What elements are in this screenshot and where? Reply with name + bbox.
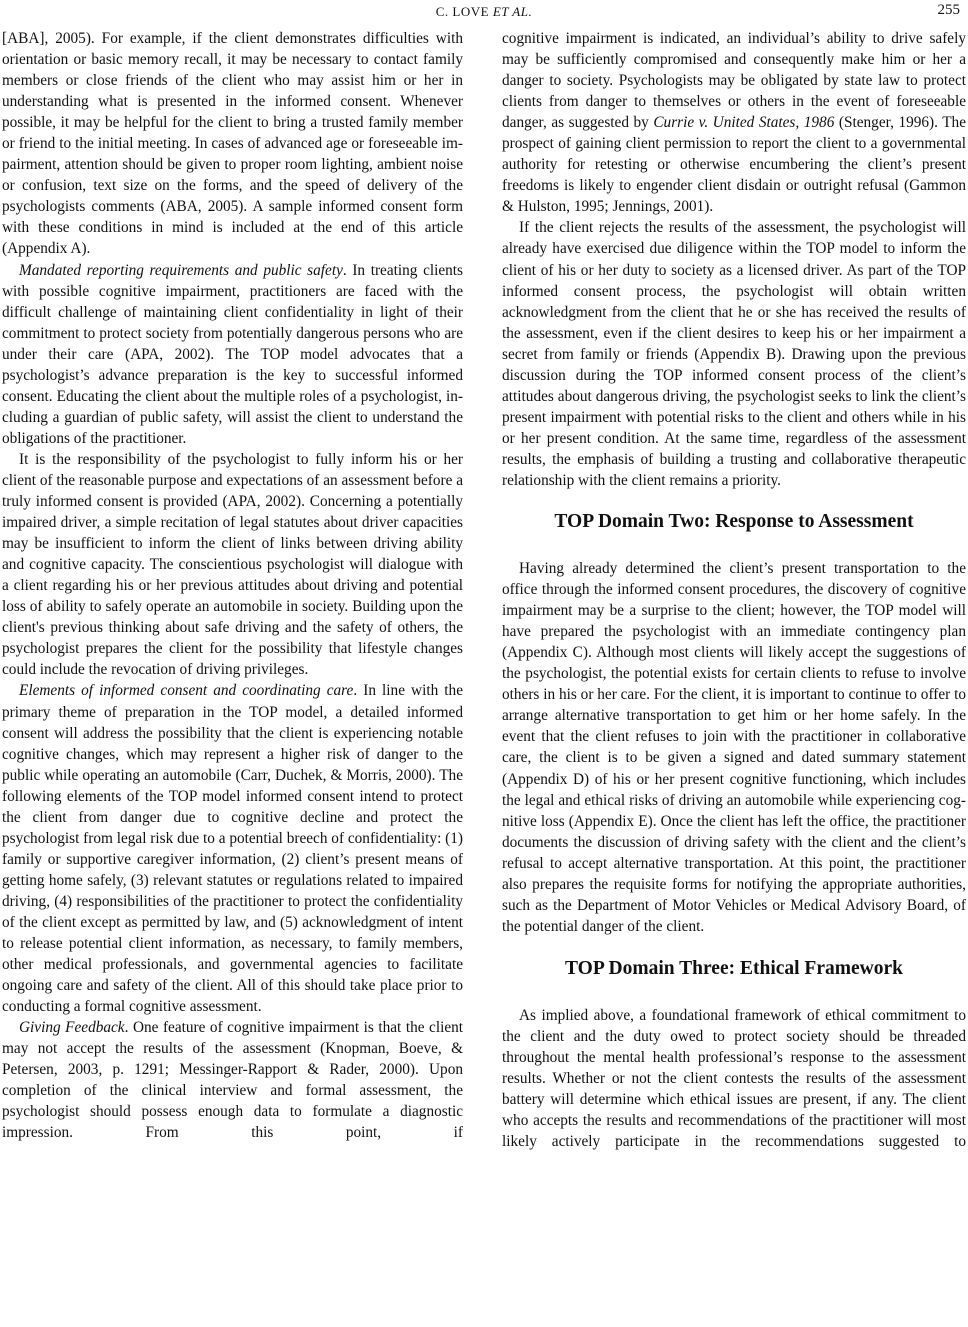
paragraph-body: . In treating clients with possible cognitive impairment, practitioners are faced with the difficult challenge of maintaining client confidentiality in light of their commitment to protect society from potentially dangerous persons who are under their care (APA, 2002). The TOP model advocates that a psychologist’s advance preparation is the key to successful informed consent. Educating the client about the multiple roles of a psychologist, including a guardian of public safety, will assist the client to understand the obligations of the practitioner. bbox=[2, 261, 463, 447]
runin-heading: Elements of informed consent and coordinating care bbox=[19, 682, 354, 700]
runin-heading: Mandated reporting requirements and public safety bbox=[19, 261, 343, 279]
running-head-etal: ET AL. bbox=[492, 4, 533, 19]
paragraph: It is the responsibility of the psychologist to fully inform his or her client of the reasonable purpose and expectations of an assessment before a truly informed consent is provided (APA, 2002). Concerning a potentially impaired driver, a simple recitation of legal statutes about driver capacities may be insufficient to inform the client of links between driving ability and cognitive capacity. The conscientious psychologist will dialogue with a client regarding his or her previous attitudes about driving and potential loss of ability to safely operate an automobile in society. Building upon the client's previous thinking about safe driving and the safety of others, the psychologist prepares the client for the possibility that lifestyle changes could include the revocation of driving privileges. bbox=[2, 450, 463, 679]
paragraph: If the client rejects the results of the assessment, the psychologist will already have exercised due diligence within the TOP model to inform the client of his or her duty to society as a licensed driver. As part of the TOP informed consent process, the psychologist will obtain written acknowledgment from the client that he or she has received the results of the assessment, even if the client desires to keep his or her impairment a secret from family or friends (Appendix B). Drawing upon the previous discussion during the TOP informed consent process of the client’s attitudes about dangerous driving, the psychologist seeks to link the client’s present impairment with potential risks to the client and others while in his or her present condition. At the same time, regardless of the assessment results, the emphasis of building a trusting and collaborative therapeutic relationship with the client remains a priority. bbox=[502, 219, 966, 489]
running-head-authors: C. LOVE bbox=[435, 4, 490, 19]
paragraph-informed-consent-elements bbox=[2, 680, 463, 1017]
running-head bbox=[0, 4, 968, 20]
paragraph-continued bbox=[502, 28, 966, 217]
paragraph-text: (Stenger, 1996). The prospect of gaining client permission to report the client to a governmental authority for retesting or otherwise encumbering the client’s present freedoms is likely to engender client disdain or outright refusal (Gammon & Hulston, 1995; Jennings, 2001). bbox=[502, 114, 966, 216]
left-column bbox=[2, 28, 463, 1327]
paragraph: [ABA], 2005). For example, if the client demonstrates difficulties with orientation or basic memory recall, it may be necessary to contact family members or close friends of the client who may assist him or her in understanding what is presented in the informed consent. Whenever possible, it may be helpful for the client to bring a trusted family member or friend to the initial meeting. In cases of advanced age or foreseeable impairment, attention should be given to proper room lighting, ambient noise or confusion, text size on the forms, and the speed of delivery of the psychologists comments (ABA, 2005). A sample informed consent form with these conditions in mind is included at the end of this article (Appendix A). bbox=[2, 30, 463, 258]
paragraph: As implied above, a foundational framework of ethical commitment to the client and the duty owed to protect society should be threaded throughout the mental health professional’s response to the assessment results. Whether or not the client contests the results of the assessment battery will determine which ethical issues are present, if any. The client who accepts the results and recommendations of the practitioner will most likely actively participate in the recommendations suggested to bbox=[502, 1006, 966, 1151]
page-number: 255 bbox=[937, 2, 960, 18]
case-citation: Currie v. United States, 1986 bbox=[653, 114, 835, 132]
paragraph-body: . In line with the primary theme of preparation in the TOP model, a detailed informed consent will address the possibility that the client is experiencing notable cognitive changes, which may represent a higher risk of danger to the public while operating an automobile (Carr, Duchek, & Morris, 2000). The following elements of the TOP model informed consent intend to protect the client from danger due to cognitive decline and protect the psychologist from legal risk due to a potential breech of confidentiality: (1) family or supportive caregiver information, (2) client’s present means of getting home safely, (3) relevant statutes or regulations related to impaired driving, (4) responsibilities of the practitioner to protect the confidentiality of the client except as permitted by law, and (5) acknowledgment of intent to release potential client information, as necessary, to family members, other medical professionals, and governmental agencies to facilitate ongoing care and safety of the client. All of this should take place prior to conducting a formal cognitive assessment. bbox=[2, 682, 463, 1016]
running-header bbox=[0, 0, 968, 28]
paragraph-mandated-reporting bbox=[2, 260, 463, 449]
right-column bbox=[502, 28, 966, 1327]
paragraph: Having already determined the client’s present transportation to the office through the informed consent procedures, the discovery of cognitive impairment may be a surprise to the client; however, the TOP model will have prepared the psychologist with an immediate contingency plan (Appendix C). Although most clients will likely accept the suggestions of the psychologist, the potential exists for certain clients to refuse to involve others in his or her care. For the client, it is important to continue to offer to arrange alternative transportation to get him or her home safely. In the event that the client refuses to join with the practitioner in collaborative care, the client is to be given a signed and dated summary statement (Appendix D) of his or her present cognitive functioning, which includes the legal and ethical risks of driving an automobile while experiencing cognitive loss (Appendix E). Once the client has left the office, the practitioner documents the discussion of driving safety with the client and the client’s refusal to accept alternative transportation. At this point, the practitioner also prepares the requisite forms for notifying the appropriate authorities, such as the Department of Motor Vehicles or Medical Advisory Board, of the potential danger of the client. bbox=[502, 560, 966, 935]
section-heading-domain-three: TOP Domain Three: Ethical Framework bbox=[565, 957, 903, 979]
section-heading-domain-two: TOP Domain Two: Response to Assessment bbox=[554, 511, 914, 533]
runin-heading: Giving Feedback bbox=[19, 1019, 125, 1037]
paragraph-text: cognitive impairment is indicated, an individual’s ability to drive safely may be sufficiently compromised and consequently make him or her a danger to society. Psychologists may be obligated by state law to protect clients from danger to themselves or others in the event of foreseeable danger, as suggested by bbox=[502, 30, 966, 132]
paragraph-body: . One feature of cognitive impairment is that the client may not accept the results of the assessment (Knopman, Boeve, & Petersen, 2003, p. 1291; Messinger-Rapport & Rader, 2000). Upon completion of the clinical interview and formal assessment, the psychologist should possess enough data to formulate a diagnostic impression. From this point, if bbox=[2, 1019, 463, 1142]
paragraph-giving-feedback bbox=[2, 1017, 463, 1143]
